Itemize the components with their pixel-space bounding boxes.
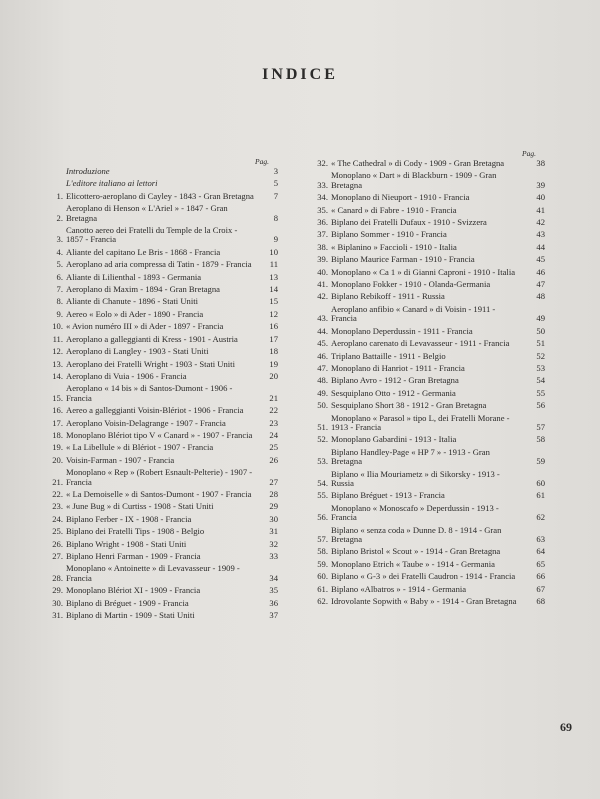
- index-entry: [313, 585, 545, 594]
- entry-title: Monoplano di Nieuport - 1910 - Francia: [331, 192, 470, 203]
- index-list-right: [313, 159, 545, 606]
- entry-number: 29.: [52, 585, 63, 596]
- entry-page: 47: [536, 279, 545, 290]
- index-entry: [313, 597, 545, 606]
- entry-page: 37: [269, 610, 278, 621]
- entry-title: Monoplano Etrich « Taube » - 1914 - Germania: [331, 558, 495, 569]
- entry-number: 40.: [317, 266, 328, 277]
- entry-number: 1.: [56, 190, 63, 201]
- entry-number: 31.: [52, 610, 63, 621]
- entry-title: Introduzione: [66, 166, 110, 176]
- entry-page: 35: [269, 585, 278, 596]
- entry-page: 56: [536, 400, 545, 411]
- entry-title: Aereo « Eolo » di Ader - 1890 - Francia: [66, 308, 204, 319]
- entry-page: 30: [269, 513, 278, 524]
- index-entry: [48, 540, 278, 549]
- entry-number: 41.: [317, 279, 328, 290]
- entry-title: Monoplano Gabardini - 1913 - Italia: [331, 434, 457, 445]
- entry-number: 6.: [56, 271, 63, 282]
- index-entry: [313, 159, 545, 168]
- index-entry: [313, 218, 545, 227]
- entry-number: 28.: [52, 572, 63, 583]
- entry-title: Aeroplano di Vuia - 1906 - Francia: [66, 370, 187, 381]
- entry-page: 55: [536, 387, 545, 398]
- index-entry: [313, 435, 545, 444]
- index-entry: [48, 599, 278, 608]
- entry-number: 61.: [317, 583, 328, 594]
- index-entry: [313, 572, 545, 581]
- entry-title: Aliante di Lilienthal - 1893 - Germania: [66, 271, 202, 282]
- entry-title: Aeroplano a galleggianti di Kress - 1901 - Austria: [66, 333, 238, 344]
- index-entry: [313, 230, 545, 239]
- entry-page: 20: [269, 370, 278, 381]
- index-entry: [48, 285, 278, 294]
- entry-number: 60.: [317, 571, 328, 582]
- entry-title: « The Cathedral » di Cody - 1909 - Gran Bretagna: [331, 158, 505, 168]
- entry-page: 16: [269, 321, 278, 332]
- entry-title: Biplano Handley-Page « HP 7 » - 1913 - Gran Bretagna: [331, 446, 490, 467]
- entry-title: « Avion numéro III » di Ader - 1897 - Francia: [66, 321, 224, 332]
- entry-page: 3: [273, 166, 278, 176]
- entry-title: « Biplanino » Faccioli - 1910 - Italia: [331, 241, 457, 252]
- index-entry: [313, 470, 545, 489]
- entry-page: 68: [536, 596, 545, 607]
- entry-title: Biplano Henri Farman - 1909 - Francia: [66, 551, 201, 561]
- entry-page: 29: [269, 501, 278, 512]
- entry-page: 10: [269, 246, 278, 257]
- entry-page: 38: [536, 158, 545, 168]
- index-entry: [48, 456, 278, 465]
- entry-page: 52: [536, 350, 545, 361]
- entry-number: 43.: [317, 313, 328, 324]
- index-entry: [313, 376, 545, 385]
- entry-title: Monoplano « Rep » (Robert Esnault-Pelterie) - 1907 - Francia: [66, 467, 253, 487]
- entry-number: 19.: [52, 442, 63, 453]
- entry-page: 66: [536, 571, 545, 582]
- index-entry: [313, 292, 545, 301]
- entry-title: Biplano Avro - 1912 - Gran Bretagna: [331, 375, 459, 386]
- entry-number: 62.: [317, 596, 328, 607]
- entry-number: 13.: [52, 358, 63, 369]
- entry-page: 23: [269, 417, 278, 428]
- entry-number: 53.: [317, 456, 328, 467]
- entry-page: 36: [269, 597, 278, 608]
- entry-page: 34: [269, 572, 278, 583]
- entry-page: 27: [269, 476, 278, 487]
- entry-title: Triplano Battaille - 1911 - Belgio: [331, 350, 446, 361]
- entry-page: 62: [536, 512, 545, 523]
- entry-title: Biplano « Ilia Mouriametz » di Sikorsky - 1913 - Russia: [331, 468, 500, 488]
- entry-number: 30.: [52, 597, 63, 608]
- entry-number: 42.: [317, 291, 328, 302]
- entry-page: 21: [269, 392, 278, 403]
- entry-number: 8.: [56, 296, 63, 307]
- entry-title: Biplano Wright - 1908 - Stati Uniti: [66, 538, 187, 549]
- page-column-header: Pag.: [255, 157, 269, 166]
- entry-title: Aliante di Chanute - 1896 - Stati Uniti: [66, 296, 198, 307]
- index-entry: [48, 406, 278, 415]
- entry-title: L'editore italiano ai lettori: [66, 178, 158, 189]
- entry-page: 59: [536, 456, 545, 467]
- entry-title: Biplano Rebikoff - 1911 - Russia: [331, 291, 445, 302]
- entry-number: 50.: [317, 400, 328, 411]
- entry-title: Aeroplano carenato di Levavasseur - 1911 - Francia: [331, 338, 510, 349]
- entry-number: 27.: [52, 551, 63, 561]
- index-entry: [48, 564, 278, 583]
- entry-title: Biplano dei Fratelli Tips - 1908 - Belgio: [66, 526, 205, 537]
- page-number: 69: [560, 720, 572, 734]
- entry-page: 40: [536, 192, 545, 203]
- entry-title: Aeroplano anfibio « Canard » di Voisin - 1911 - Francia: [331, 303, 496, 324]
- entry-number: 23.: [52, 501, 63, 512]
- entry-page: 61: [536, 490, 545, 501]
- entry-number: 25.: [52, 526, 63, 537]
- entry-number: 22.: [52, 488, 63, 499]
- entry-number: 4.: [56, 246, 63, 257]
- index-entry: [48, 167, 278, 176]
- index-entry: [48, 443, 278, 452]
- index-entry: [313, 448, 545, 467]
- index-entry: [313, 193, 545, 202]
- entry-page: 48: [536, 291, 545, 302]
- entry-title: Biplano dei Fratelli Dufaux - 1910 - Svizzera: [331, 217, 487, 228]
- entry-number: 11.: [52, 333, 63, 344]
- entry-number: 36.: [317, 217, 328, 228]
- index-entry: [48, 273, 278, 282]
- index-entry: [48, 310, 278, 319]
- index-entry: [48, 192, 278, 201]
- index-entry: [48, 179, 278, 188]
- entry-page: 63: [536, 534, 545, 544]
- entry-number: 7.: [56, 284, 63, 295]
- entry-page: 45: [536, 254, 545, 265]
- index-entry: [48, 360, 278, 369]
- index-entry: [313, 268, 545, 277]
- entry-title: Biplano Maurice Farman - 1910 - Francia: [331, 254, 475, 265]
- entry-page: 43: [536, 229, 545, 240]
- entry-title: Monoplano « Monoscafo » Deperdussin - 1913 - Francia: [331, 502, 499, 523]
- index-entry: [313, 352, 545, 361]
- entry-title: Aliante del capitano Le Bris - 1868 - Francia: [66, 246, 221, 257]
- entry-number: 18.: [52, 429, 63, 440]
- entry-number: 46.: [317, 350, 328, 361]
- entry-number: 21.: [52, 476, 63, 487]
- entry-title: Biplano « senza coda » Dunne D. 8 - 1914 - Gran Bretagna: [331, 524, 502, 544]
- entry-number: 24.: [52, 513, 63, 524]
- index-entry: [48, 372, 278, 381]
- index-entry: [48, 502, 278, 511]
- entry-page: 46: [536, 266, 545, 277]
- entry-number: 47.: [317, 362, 328, 373]
- entry-page: 14: [269, 284, 278, 295]
- entry-number: 26.: [52, 538, 63, 549]
- index-entry: [48, 611, 278, 620]
- entry-page: 44: [536, 241, 545, 252]
- entry-title: « La Libellule » di Blériot - 1907 - Francia: [66, 442, 214, 453]
- index-entry: [48, 552, 278, 561]
- entry-number: 39.: [317, 254, 328, 265]
- entry-page: 18: [269, 346, 278, 357]
- entry-page: 50: [536, 325, 545, 336]
- index-entry: [313, 171, 545, 190]
- index-entry: [313, 547, 545, 556]
- entry-number: 44.: [317, 325, 328, 336]
- index-entry: [313, 339, 545, 348]
- index-entry: [313, 280, 545, 289]
- entry-title: Monoplano « Antoinette » di Levavasseur - 1909 - Francia: [66, 563, 240, 583]
- entry-page: 42: [536, 217, 545, 228]
- entry-page: 60: [536, 477, 545, 488]
- entry-title: Monoplano Blériot XI - 1909 - Francia: [66, 585, 201, 596]
- entry-number: 51.: [317, 421, 328, 432]
- entry-page: 17: [269, 333, 278, 344]
- index-entry: [48, 527, 278, 536]
- entry-title: Sesquiplano Short 38 - 1912 - Gran Bretagna: [331, 400, 487, 411]
- entry-title: Monoplano « Parasol » tipo L, dei Fratelli Morane - 1913 - Francia: [331, 412, 510, 432]
- page-column-header: Pag.: [522, 149, 536, 158]
- index-entry: [48, 347, 278, 356]
- entry-title: Biplano Bristol « Scout » - 1914 - Gran Bretagna: [331, 546, 501, 557]
- entry-number: 3.: [56, 234, 63, 245]
- index-entry: [48, 226, 278, 245]
- entry-title: Voisin-Farman - 1907 - Francia: [66, 454, 175, 465]
- index-entry: [48, 515, 278, 524]
- index-entry: [313, 255, 545, 264]
- entry-number: 58.: [317, 546, 328, 557]
- entry-title: Monoplano Blériot tipo V « Canard » - 1907 - Francia: [66, 429, 253, 440]
- entry-page: 8: [273, 212, 278, 223]
- entry-number: 59.: [317, 558, 328, 569]
- entry-title: Aeroplano di Henson « L'Ariel » - 1847 - Gran Bretagna: [66, 203, 228, 223]
- entry-number: 35.: [317, 204, 328, 215]
- index-entry: [313, 389, 545, 398]
- index-entry: [48, 248, 278, 257]
- index-column-right: [313, 149, 545, 609]
- entry-page: 49: [536, 313, 545, 324]
- entry-page: 33: [269, 551, 278, 561]
- entry-title: « La Demoiselle » di Santos-Dumont - 1907 - Francia: [66, 488, 252, 499]
- entry-number: 57.: [317, 534, 328, 544]
- entry-number: 5.: [56, 259, 63, 270]
- entry-title: Biplano di Martin - 1909 - Stati Uniti: [66, 610, 195, 621]
- index-column-left: [48, 157, 278, 623]
- entry-number: 34.: [317, 192, 328, 203]
- entry-title: Biplano « G-3 » dei Fratelli Caudron - 1914 - Francia: [331, 571, 516, 582]
- entry-title: Monoplano Deperdussin - 1911 - Francia: [331, 325, 473, 336]
- entry-number: 38.: [317, 241, 328, 252]
- index-entry: [313, 504, 545, 523]
- entry-number: 48.: [317, 375, 328, 386]
- index-entry: [313, 401, 545, 410]
- index-entry: [48, 204, 278, 223]
- entry-title: Aereo a galleggianti Voisin-Blériot - 1906 - Francia: [66, 405, 244, 416]
- entry-title: Biplano Ferber - IX - 1908 - Francia: [66, 513, 192, 524]
- index-entry: [48, 335, 278, 344]
- index-entry: [48, 490, 278, 499]
- index-entry: [48, 322, 278, 331]
- entry-page: 51: [536, 338, 545, 349]
- index-entry: [48, 468, 278, 487]
- entry-number: 20.: [52, 454, 63, 465]
- entry-title: Monoplano « Dart » di Blackburn - 1909 - Gran Bretagna: [331, 170, 497, 190]
- entry-number: 56.: [317, 512, 328, 523]
- entry-number: 17.: [52, 417, 63, 428]
- entry-number: 52.: [317, 434, 328, 445]
- entry-page: 22: [269, 405, 278, 416]
- index-entry: [48, 431, 278, 440]
- entry-title: Aeroplano dei Fratelli Wright - 1903 - Stati Uniti: [66, 358, 235, 369]
- entry-title: Aeroplano ad aria compressa di Tatin - 1879 - Francia: [66, 259, 252, 270]
- entry-title: Idrovolante Sopwith « Baby » - 1914 - Gran Bretagna: [331, 596, 517, 607]
- entry-number: 16.: [52, 405, 63, 416]
- entry-page: 57: [536, 421, 545, 432]
- index-entry: [48, 260, 278, 269]
- entry-number: 45.: [317, 338, 328, 349]
- entry-number: 12.: [52, 346, 63, 357]
- index-entry: [313, 526, 545, 545]
- index-entry: [48, 419, 278, 428]
- entry-title: Monoplano di Hanriot - 1911 - Francia: [331, 362, 465, 373]
- entry-number: 54.: [317, 477, 328, 488]
- entry-title: Biplano «Albatros » - 1914 - Germania: [331, 583, 467, 594]
- entry-page: 28: [269, 488, 278, 499]
- entry-number: 9.: [56, 308, 63, 319]
- entry-title: Aeroplano « 14 bis » di Santos-Dumont - 1906 - Francia: [66, 383, 233, 403]
- entry-page: 58: [536, 434, 545, 445]
- entry-title: Biplano di Bréguet - 1909 - Francia: [66, 597, 189, 608]
- index-list-left: [48, 167, 278, 620]
- entry-number: 14.: [52, 370, 63, 381]
- entry-page: 53: [536, 362, 545, 373]
- entry-number: 33.: [317, 179, 328, 190]
- index-entry: [48, 586, 278, 595]
- entry-page: 26: [269, 454, 278, 465]
- entry-page: 9: [273, 234, 278, 245]
- entry-number: 55.: [317, 490, 328, 501]
- index-entry: [48, 384, 278, 403]
- entry-number: 32.: [317, 158, 328, 168]
- entry-title: Sesquiplano Otto - 1912 - Germania: [331, 387, 456, 398]
- entry-page: 19: [269, 358, 278, 369]
- entry-page: 5: [273, 178, 278, 189]
- entry-title: Monoplano Fokker - 1910 - Olanda-Germania: [331, 279, 491, 290]
- index-entry: [313, 327, 545, 336]
- entry-title: « June Bug » di Curtiss - 1908 - Stati Uniti: [66, 501, 214, 512]
- entry-page: 13: [269, 271, 278, 282]
- entry-page: 15: [269, 296, 278, 307]
- entry-page: 54: [536, 375, 545, 386]
- entry-title: Biplano Bréguet - 1913 - Francia: [331, 490, 445, 501]
- entry-page: 11: [269, 259, 278, 270]
- entry-title: Biplano Sommer - 1910 - Francia: [331, 229, 447, 240]
- entry-title: Elicottero-aeroplano di Cayley - 1843 - Gran Bretagna: [66, 190, 254, 201]
- index-entry: [313, 305, 545, 324]
- index-entry: [313, 491, 545, 500]
- entry-title: Aeroplano Voisin-Delagrange - 1907 - Francia: [66, 417, 226, 428]
- entry-number: 37.: [317, 229, 328, 240]
- entry-page: 64: [536, 546, 545, 557]
- entry-title: Monoplano « Ca 1 » di Gianni Caproni - 1910 - Italia: [331, 266, 516, 277]
- entry-title: Canotto aereo dei Fratelli du Temple de la Croix - 1857 - Francia: [66, 225, 238, 245]
- entry-page: 67: [536, 583, 545, 594]
- index-entry: [48, 297, 278, 306]
- entry-page: 25: [269, 442, 278, 453]
- entry-number: 15.: [52, 392, 63, 403]
- entry-number: 10.: [52, 321, 63, 332]
- page-title: INDICE: [262, 66, 338, 83]
- entry-page: 7: [273, 190, 278, 201]
- entry-title: « Canard » di Fabre - 1910 - Francia: [331, 204, 457, 215]
- entry-page: 41: [536, 204, 545, 215]
- index-entry: [313, 414, 545, 433]
- entry-page: 12: [269, 308, 278, 319]
- index-entry: [313, 364, 545, 373]
- entry-page: 31: [269, 526, 278, 537]
- index-entry: [313, 206, 545, 215]
- entry-page: 32: [269, 538, 278, 549]
- index-entry: [313, 243, 545, 252]
- entry-page: 24: [269, 429, 278, 440]
- entry-page: 39: [536, 179, 545, 190]
- index-entry: [313, 560, 545, 569]
- entry-title: Aeroplano di Maxim - 1894 - Gran Bretagna: [66, 284, 220, 295]
- entry-title: Aeroplano di Langley - 1903 - Stati Uniti: [66, 346, 209, 357]
- entry-page: 65: [536, 558, 545, 569]
- entry-number: 2.: [56, 212, 63, 223]
- entry-number: 49.: [317, 387, 328, 398]
